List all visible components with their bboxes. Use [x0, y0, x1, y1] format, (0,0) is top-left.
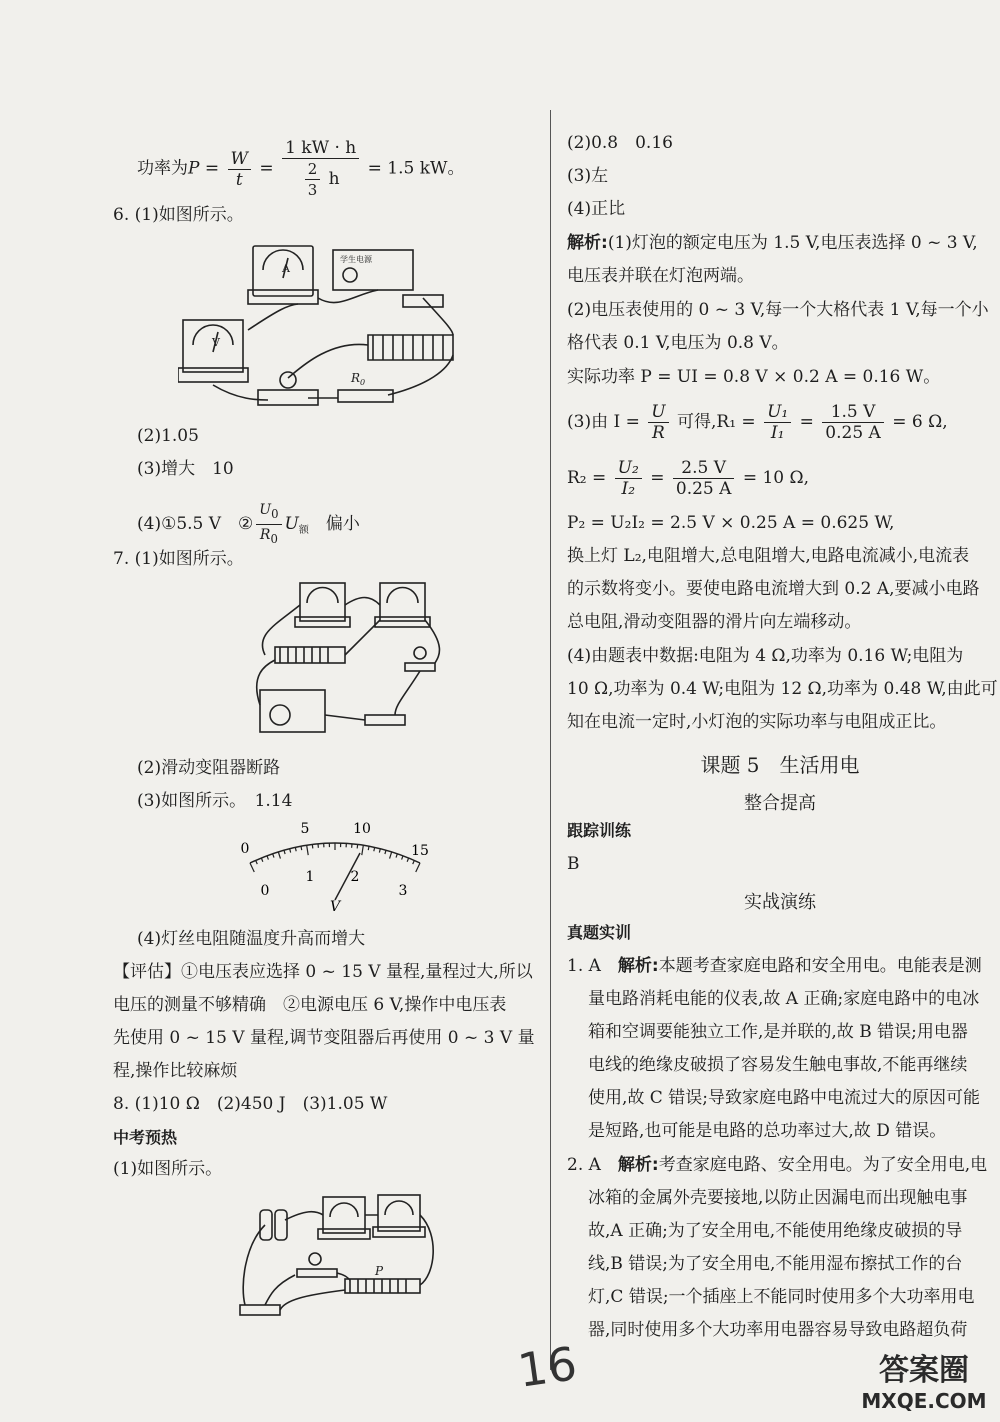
- top-tick-15: 15: [411, 843, 429, 859]
- scale-tick: [362, 845, 364, 855]
- eval-1: 【评估】①电压表应选择 0 ~ 15 V 量程,量程过大,所以: [113, 962, 533, 982]
- r-line-6: (2)电压表使用的 0 ~ 3 V,每一个大格代表 1 V,每一个小: [567, 300, 989, 320]
- section-title: 课题 5 生活用电: [700, 753, 860, 777]
- track-answer: B: [567, 854, 580, 874]
- r-line-2: (3)左: [567, 166, 609, 186]
- fraction-w-t: $\frac{W}{t}$: [228, 149, 251, 190]
- q7-3: (3)如图所示。 1.14: [137, 791, 293, 811]
- a2-line-4: 线,B 错误;为了安全用电,不能用湿布擦拭工作的台: [588, 1254, 963, 1274]
- top-tick-0: 0: [240, 841, 250, 857]
- eval-4: 程,操作比较麻烦: [113, 1061, 238, 1081]
- scale-tick: [379, 849, 380, 853]
- watermark-logo: [854, 1346, 994, 1416]
- q6-3: (3)增大 10: [137, 459, 234, 479]
- bottom-tick-2: 2: [350, 869, 360, 885]
- top-tick-10: 10: [353, 821, 371, 837]
- text: (4)①5.5 V ②: [137, 513, 254, 534]
- text: =: [199, 158, 225, 179]
- scale-tick: [250, 863, 254, 872]
- r-line-8: 实际功率 P = UI = 0.8 V × 0.2 A = 0.16 W。: [567, 367, 941, 387]
- bottom-tick-1: 1: [305, 869, 315, 885]
- scale-tick: [368, 846, 369, 850]
- slider-p-label: P: [375, 1264, 384, 1278]
- r-line-14: 总电阻,滑动变阻器的滑片向左端移动。: [567, 612, 862, 632]
- scale-tick: [267, 856, 268, 860]
- svg-text:R0: $R_0$: [351, 371, 366, 387]
- a1-line-2: 量电路消耗电能的仪表,故 A 正确;家庭电路中的电冰: [588, 989, 980, 1009]
- text: = 1.5 kW。: [362, 158, 465, 179]
- eval-2: 电压的测量不够精确 ②电源电压 6 V,操作中电压表: [113, 995, 507, 1015]
- fraction-u0-r0: $\frac{U_0}{R_0}$: [256, 500, 281, 549]
- text: 偏小: [308, 513, 360, 534]
- q8: 8. (1)10 Ω (2)450 J (3)1.05 W: [113, 1094, 388, 1114]
- q6-2: (2)1.05: [137, 426, 199, 446]
- power-supply-label: 学生电源: [340, 255, 372, 264]
- a1-line-6: 是短路,也可能是电路的总功率过大,故 D 错误。: [588, 1121, 947, 1141]
- power-formula-line: [137, 138, 464, 200]
- r-line-11: P₂ = U₂I₂ = 2.5 V × 0.25 A = 0.625 W,: [567, 513, 895, 533]
- symbol-p: P: [188, 158, 200, 179]
- r-line-7: 格代表 0.1 V,电压为 0.8 V。: [567, 333, 789, 353]
- q7-4: (4)灯丝电阻随温度升高而增大: [137, 929, 366, 949]
- q6-1: 6. (1)如图所示。: [113, 205, 244, 225]
- a1-line-3: 箱和空调要能独立工作,是并联的,故 B 错误;用电器: [588, 1022, 968, 1042]
- subsection-title-1: 整合提高: [744, 793, 816, 814]
- scale-tick: [374, 847, 375, 851]
- watermark-url: MXQE.COM: [861, 1389, 987, 1413]
- a1-line-4: 电线的绝缘皮破损了容易发生触电事故,不能再继续: [588, 1055, 968, 1075]
- scale-tick: [413, 860, 415, 864]
- q6-4: (4)①5.5 V ② $\frac{U_0}{R_0}$ $U_额$ 偏小: [137, 500, 360, 549]
- a2-line-5: 灯,C 错误;一个插座上不能同时使用多个大功率用电: [588, 1287, 975, 1307]
- text: 功率为: [137, 158, 188, 179]
- fraction-energy-time: 1 kW · h $\frac{2}{3}$ h: [282, 138, 359, 200]
- scale-tick: [290, 849, 291, 853]
- watermark-logo-drawing: [854, 1346, 994, 1416]
- scale-tick: [261, 858, 263, 862]
- real-heading: 真题实训: [567, 923, 632, 942]
- bottom-tick-3: 3: [398, 883, 408, 899]
- a2-line-6: 器,同时使用多个大功率用电器容易导致电路超负荷: [588, 1320, 968, 1340]
- scale-tick: [390, 852, 392, 859]
- zk-heading: 中考预热: [113, 1128, 178, 1147]
- a2-line-3: 故,A 正确;为了安全用电,不能使用绝缘皮破损的导: [588, 1221, 963, 1241]
- top-tick-5: 5: [300, 821, 310, 837]
- circuit-figure-3: [235, 1185, 450, 1325]
- bottom-tick-0: 0: [260, 883, 270, 899]
- subsection-title-2: 实战演练: [744, 892, 816, 913]
- circuit-drawing-2: [255, 575, 455, 745]
- a2-line-1: 2. A 解析:考查家庭电路、安全用电。为了安全用电,电: [567, 1155, 988, 1175]
- voltmeter-label: V: [212, 336, 220, 349]
- handwritten-page-number: 16: [514, 1336, 581, 1398]
- voltmeter-scale-drawing: [225, 815, 445, 915]
- column-divider: [550, 110, 551, 1370]
- r-line-10: R₂ = $\frac{\text{U₂}}{\text{I₂}}$ = $\frac{2.5 V}{0.25 A}$ = 10 Ω,: [567, 458, 810, 499]
- circuit-figure-2: [255, 575, 455, 745]
- scale-tick: [256, 860, 258, 864]
- scale-tick: [416, 863, 420, 872]
- circuit-figure-1: [178, 240, 478, 415]
- r0-label: R: [351, 371, 361, 385]
- eval-3: 先使用 0 ~ 15 V 量程,调节变阻器后再使用 0 ~ 3 V 量: [113, 1028, 535, 1048]
- zk-1: (1)如图所示。: [113, 1159, 223, 1179]
- track-heading: 跟踪训练: [567, 821, 632, 840]
- r-line-4: 解析:(1)灯泡的额定电压为 1.5 V,电压表选择 0 ~ 3 V,: [567, 233, 978, 253]
- a2-line-2: 冰箱的金属外壳要接地,以防止因漏电而出现触电事: [588, 1188, 968, 1208]
- scale-tick: [307, 845, 309, 855]
- scale-tick: [278, 852, 280, 859]
- scale-tick: [284, 850, 285, 854]
- scale-tick: [301, 846, 302, 850]
- r-line-9: (3)由 I = $\frac{U}{R}$ 可得,R₁ = $\frac{\text{U₁}}{\text{I₁}}$ = $\frac{1.5 V}{0.25 A}$ = 6 Ω,: [567, 402, 948, 443]
- r-line-16: 10 Ω,功率为 0.4 W;电阻为 12 Ω,功率为 0.48 W,由此可: [567, 679, 998, 699]
- unit-label: V: [329, 899, 341, 915]
- r-line-13: 的示数将变小。要使电路电流增大到 0.2 A,要减小电路: [567, 579, 980, 599]
- r-line-1: (2)0.8 0.16: [567, 133, 673, 153]
- q7-2: (2)滑动变阻器断路: [137, 758, 281, 778]
- q7-1: 7. (1)如图所示。: [113, 549, 244, 569]
- ammeter-label: A: [282, 262, 290, 275]
- r-line-17: 知在电流一定时,小灯泡的实际功率与电阻成正比。: [567, 712, 947, 732]
- scale-tick: [396, 854, 397, 858]
- a1-line-1: 1. A 解析:本题考查家庭电路和安全用电。电能表是测: [567, 956, 982, 976]
- text: =: [254, 158, 280, 179]
- circuit-drawing-1: [178, 240, 478, 415]
- a1-line-5: 使用,故 C 错误;导致家庭电路中电流过大的原因可能: [588, 1088, 980, 1108]
- voltmeter-scale: [225, 815, 445, 915]
- r-line-5: 电压表并联在灯泡两端。: [567, 266, 754, 286]
- r-line-15: (4)由题表中数据:电阻为 4 Ω,功率为 0.16 W;电阻为: [567, 646, 964, 666]
- watermark-text: 答案圈: [879, 1353, 969, 1388]
- scale-tick: [385, 850, 386, 854]
- scale-tick: [407, 858, 409, 862]
- scale-tick: [273, 854, 274, 858]
- scale-tick: [295, 847, 296, 851]
- r-line-3: (4)正比: [567, 199, 626, 219]
- scale-tick: [402, 856, 403, 860]
- circuit-drawing-3: [235, 1185, 450, 1325]
- r-line-12: 换上灯 L₂,电阻增大,总电阻增大,电路电流减小,电流表: [567, 546, 970, 566]
